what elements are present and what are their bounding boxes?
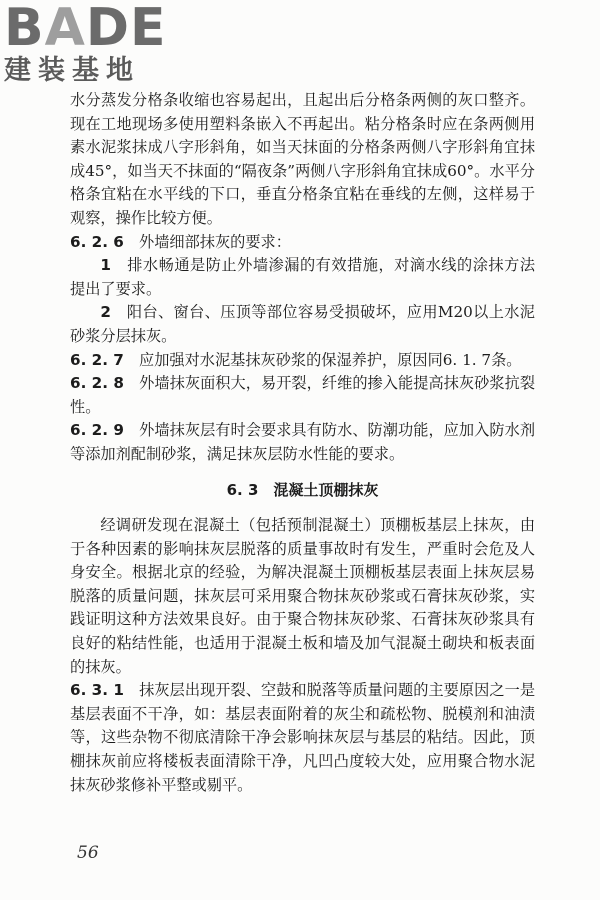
clause-text: 应加强对水泥基抹灰砂浆的保湿养护，原因同6. 1. 7条。 (139, 350, 522, 369)
clause-6-2-6 (70, 231, 535, 255)
clause-6-2-6-item-2 (70, 301, 535, 348)
page-number: 56 (77, 843, 99, 863)
brand-logo (4, 2, 194, 94)
item-number: 1 (100, 256, 111, 275)
clause-number: 6. 2. 9 (70, 421, 124, 440)
clause-6-2-7 (70, 349, 535, 373)
clause-text: 外墙抹灰面积大，易开裂，纤维的掺入能提高抹灰砂浆抗裂性。 (70, 374, 536, 416)
clause-text: 外墙细部抹灰的要求： (139, 232, 291, 251)
item-text: 排水畅通是防止外墙渗漏的有效措施，对滴水线的涂抹方法提出了要求。 (70, 256, 536, 298)
item-number: 2 (100, 303, 111, 322)
clause-6-3-1 (70, 679, 535, 797)
clause-number: 6. 2. 8 (70, 374, 124, 393)
logo-tagline: 建装基地 (4, 55, 140, 86)
page-body (70, 89, 535, 797)
clause-number: 6. 2. 7 (70, 350, 124, 369)
section-heading-6-3: 6. 3 混凝土顶棚抹灰 (226, 480, 379, 499)
clause-6-2-8 (70, 372, 535, 419)
clause-number: 6. 2. 6 (70, 232, 124, 251)
clause-text: 抹灰层出现开裂、空鼓和脱落等质量问题的主要原因之一是基层表面不干净，如：基层表面附着的灰尘和疏松物、脱模剂和油渍等，这些杂物不彻底清除干净会影响抹灰层与基层的粘结。因此，顶棚抹灰前应将楼板表面清除干净，凡凹凸度较大处，应用聚合物水泥抹灰砂浆修补平整或剔平。 (70, 681, 536, 794)
paragraph-continued: 水分蒸发分格条收缩也容易起出，且起出后分格条两侧的灰口整齐。现在工地现场多使用塑料条嵌入不再起出。粘分格条时应在条两侧用素水泥浆抹成八字形斜角，如当天抹面的分格条两侧八字形斜角宜抹成45°，如当天不抹面的“隔夜条”两侧八字形斜角宜抹成60°。水平分格条宜粘在水平线的下口，垂直分格条宜粘在垂线的左侧，这样易于观察，操作比较方便。 (70, 91, 535, 227)
section-6-3-intro: 经调研发现在混凝土（包括预制混凝土）顶棚板基层上抹灰，由于各种因素的影响抹灰层脱落的质量事故时有发生，严重时会危及人身安全。根据北京的经验，为解决混凝土顶棚板基层表面上抹灰层易脱落的质量问题，抹灰层可采用聚合物抹灰砂浆或石膏抹灰砂浆，实践证明这种方法效果良好。由于聚合物抹灰砂浆、石膏抹灰砂浆具有良好的粘结性能，也适用于混凝土板和墙及加气混凝土砌块和板表面的抹灰。 (70, 516, 535, 676)
item-text: 阳台、窗台、压顶等部位容易受损破坏，应用M20以上水泥砂浆分层抹灰。 (70, 303, 535, 345)
clause-number: 6. 3. 1 (70, 681, 124, 700)
logo-wordmark: BADE (4, 0, 167, 58)
clause-6-2-6-item-1 (70, 254, 535, 301)
clause-6-2-9 (70, 419, 535, 466)
clause-text: 外墙抹灰层有时会要求具有防水、防潮功能，应加入防水剂等添加剂配制砂浆，满足抹灰层防水性能的要求。 (70, 421, 536, 463)
